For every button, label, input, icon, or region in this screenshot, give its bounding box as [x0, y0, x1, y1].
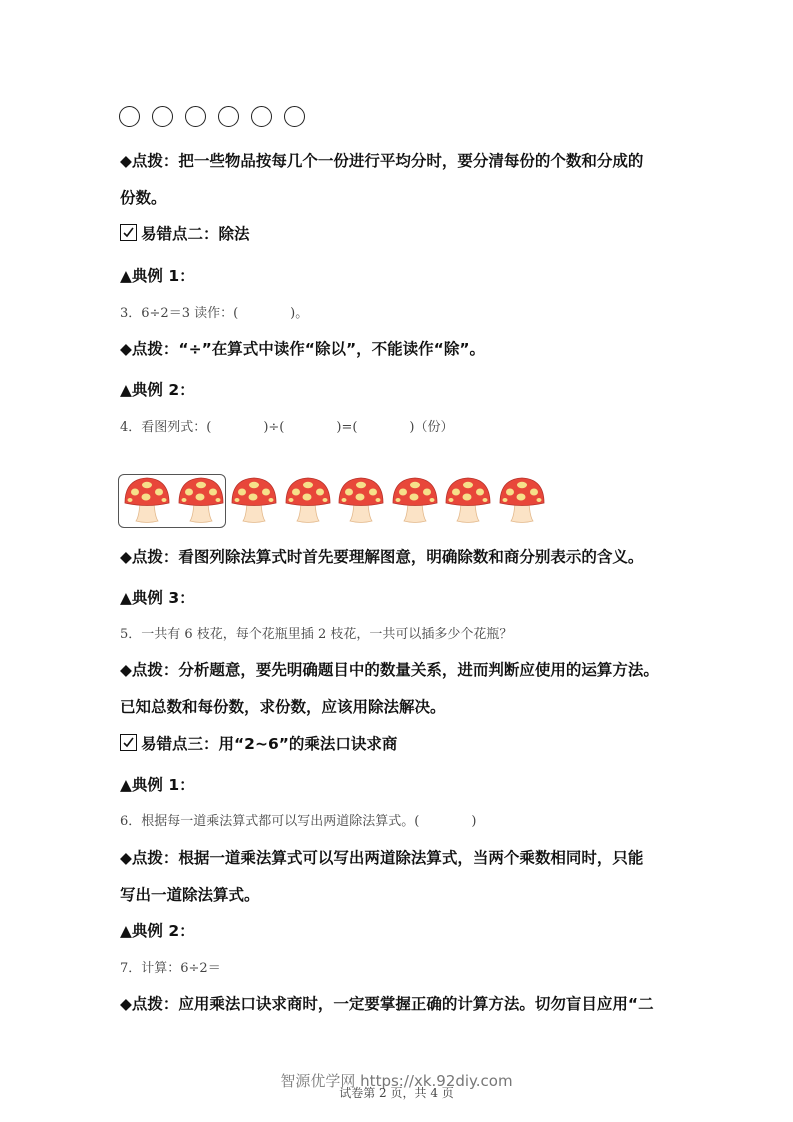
mushroom-7 — [443, 475, 493, 525]
hint-5-line-2: 写出一道除法算式。 — [120, 886, 260, 904]
hint-1-line-1: ◆点拨：把一些物品按每几个一份进行平均分时，要分清每份的个数和分成的 — [120, 152, 644, 170]
example-2b-heading: ▲典例 2： — [120, 922, 195, 940]
section-2-title-text: 易错点二：除法 — [141, 225, 250, 243]
section-3-title-text: 易错点三：用“2~6”的乘法口诀求商 — [141, 735, 398, 753]
example-2-heading: ▲典例 2： — [120, 381, 195, 399]
hint-2: ◆点拨：“÷”在算式中读作“除以”，不能读作“除”。 — [120, 340, 486, 358]
circle-4 — [218, 106, 239, 127]
circle-1 — [119, 106, 140, 127]
hint-3: ◆点拨：看图列除法算式时首先要理解图意，明确除数和商分别表示的含义。 — [120, 548, 644, 566]
circle-5 — [251, 106, 272, 127]
circles-row — [119, 106, 305, 127]
mushroom-8 — [497, 475, 547, 525]
hint-1-line-2: 份数。 — [120, 189, 167, 207]
mushroom-1 — [122, 475, 172, 525]
checkbox-checked-icon — [120, 224, 137, 241]
question-6: 6．根据每一道乘法算式都可以写出两道除法算式。( ) — [120, 814, 477, 829]
example-1b-heading: ▲典例 1： — [120, 776, 195, 794]
example-1-heading: ▲典例 1： — [120, 267, 195, 285]
page-info: 试卷第 2 页，共 4 页 — [339, 1086, 454, 1100]
mushroom-illustration — [118, 474, 548, 528]
section-3-title — [120, 732, 397, 754]
question-7: 7．计算：6÷2＝ — [120, 961, 221, 976]
checkbox-checked-icon — [120, 734, 137, 751]
circle-2 — [152, 106, 173, 127]
mushroom-2 — [176, 475, 226, 525]
circle-6 — [284, 106, 305, 127]
mushroom-5 — [336, 475, 386, 525]
example-3-heading: ▲典例 3： — [120, 589, 195, 607]
section-2-title — [120, 222, 250, 244]
question-4: 4．看图列式：( )÷( )=( )（份） — [120, 420, 454, 435]
question-5: 5．一共有 6 枝花，每个花瓶里插 2 枝花，一共可以插多少个花瓶？ — [120, 627, 513, 642]
mushroom-4 — [283, 475, 333, 525]
hint-6: ◆点拨：应用乘法口诀求商时，一定要掌握正确的计算方法。切勿盲目应用“二 — [120, 995, 654, 1013]
hint-4-line-1: ◆点拨：分析题意，要先明确题目中的数量关系，进而判断应使用的运算方法。 — [120, 661, 659, 679]
hint-4-line-2: 已知总数和每份数，求份数，应该用除法解决。 — [120, 698, 446, 716]
circle-3 — [185, 106, 206, 127]
watermark: 智源优学网 https://xk.92diy.com — [280, 1072, 513, 1090]
hint-5-line-1: ◆点拨：根据一道乘法算式可以写出两道除法算式，当两个乘数相同时，只能 — [120, 849, 644, 867]
question-3: 3．6÷2＝3 读作：( )。 — [120, 306, 309, 321]
mushroom-3 — [229, 475, 279, 525]
mushroom-6 — [390, 475, 440, 525]
